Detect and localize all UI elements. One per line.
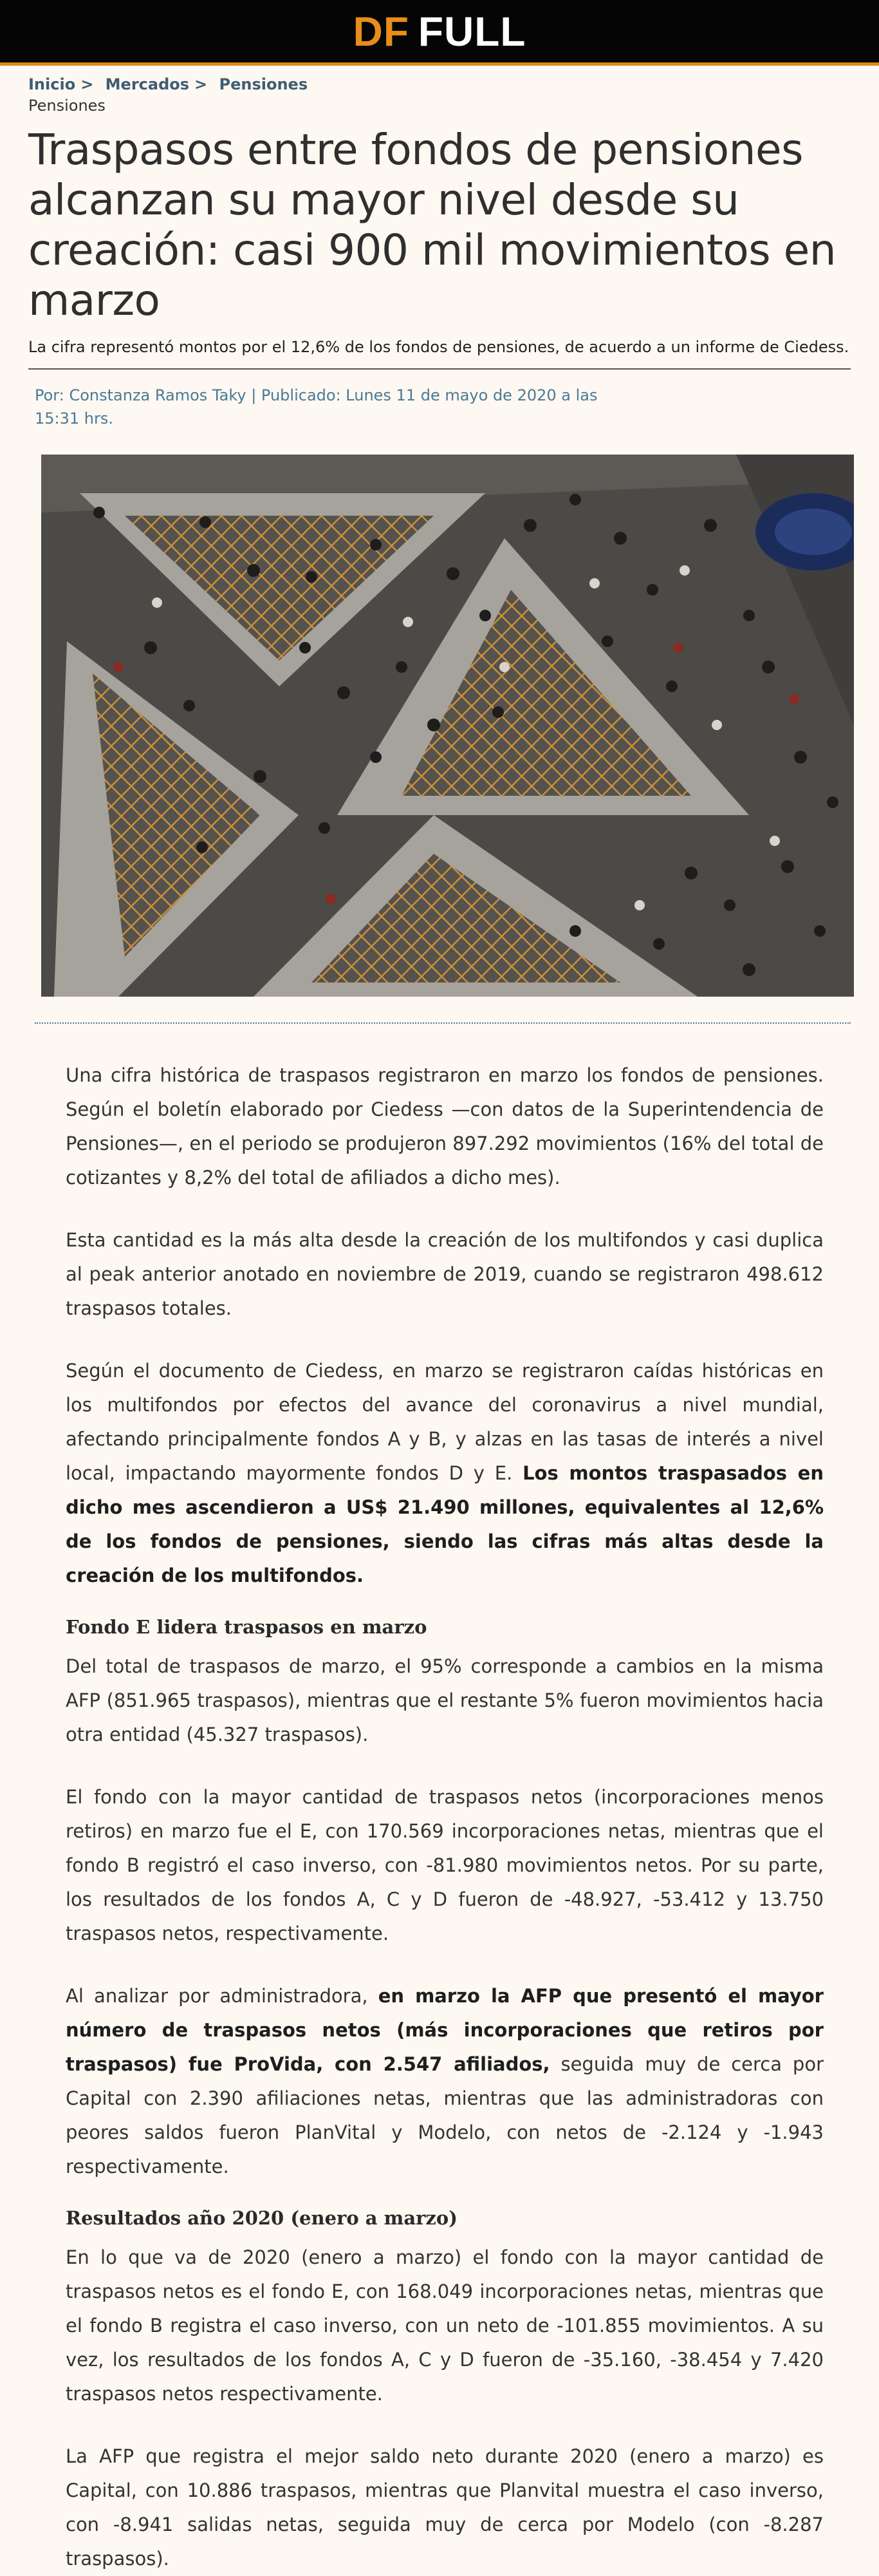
logo-full: FULL xyxy=(418,8,526,55)
breadcrumb-separator: > xyxy=(194,75,208,93)
breadcrumb-inicio[interactable]: Inicio xyxy=(28,75,76,93)
article-byline: Por: Constanza Ramos Taky | Publicado: Lunes 11 de mayo de 2020 a las 15:31 hrs. xyxy=(35,386,598,428)
article-paragraph: El fondo con la mayor cantidad de traspasos netos (incorporaciones menos retiros) en marzo fue el E, con 170.569 incorporaciones netas, mientras que el fondo B registró el caso inverso, con -81.980 movimientos netos. Por su parte, los resultados de los fondos A, C y D fueron de -48.927, -53.412 y 13.750 traspasos netos, respectivamente. xyxy=(66,1786,824,1944)
breadcrumb-mercados[interactable]: Mercados xyxy=(105,75,190,93)
hero-image-crowd-crosswalk xyxy=(41,455,854,997)
article-paragraph: Del total de traspasos de marzo, el 95% corresponde a cambios en la misma AFP (851.965 traspasos), mientras que el restante 5% fueron movimientos hacia otra entidad (45.327 traspasos). xyxy=(66,1655,824,1745)
section-heading-resultados-2020: Resultados año 2020 (enero a marzo) xyxy=(66,2207,458,2229)
section-label: Pensiones xyxy=(28,97,106,115)
breadcrumb-pensiones[interactable]: Pensiones xyxy=(219,75,308,93)
article-paragraph: Esta cantidad es la más alta desde la creación de los multifondos y casi duplica al peak anterior anotado en noviembre de 2019, cuando se registraron 498.612 traspasos totales. xyxy=(66,1229,824,1319)
section-heading-fondo-e: Fondo E lidera traspasos en marzo xyxy=(66,1616,427,1638)
breadcrumb-separator: > xyxy=(80,75,94,93)
site-header xyxy=(0,0,879,66)
article-paragraph xyxy=(66,1354,824,1593)
paragraph-highlight: Los montos traspasados en dicho mes ascendieron a US$ 21.490 millones, equivalentes al 12,6% de los fondos de pensiones, siendo las cifras más altas desde la creación de los multifondos. xyxy=(66,1462,824,1586)
article-paragraph xyxy=(66,1979,824,2184)
article-body xyxy=(28,1024,851,2576)
article-paragraph: La AFP que registra el mejor saldo neto durante 2020 (enero a marzo) es Capital, con 10.886 traspasos, mientras que Planvital muestra el caso inverso, con -8.941 salidas netas, seguida muy de cerca por Modelo (con -8.287 traspasos). xyxy=(66,2445,824,2570)
paragraph-highlight: en marzo la AFP que presentó el mayor número de traspasos netos (más incorporaciones que retiros por traspasos) fue ProVida, con 2.547 afiliados, xyxy=(66,1985,824,2075)
article-title: Traspasos entre fondos de pensiones alcanzan su mayor nivel desde su creación: casi 900 mil movimientos en marzo xyxy=(28,125,837,325)
paragraph-text: Según el documento de Ciedess, en marzo se registraron caídas históricas en los multifondos por efectos del avance del coronavirus a nivel mundial, afectando principalmente fondos A y B, y alzas en las tasas de interés a nivel local, impactando mayormente fondos D y E. xyxy=(66,1360,824,1484)
article-paragraph: Una cifra histórica de traspasos registraron en marzo los fondos de pensiones. Según el boletín elaborado por Ciedess —con datos de la Superintendencia de Pensiones—, en el periodo se produjeron 897.292 movimientos (16% del total de cotizantes y 8,2% del total de afiliados a dicho mes). xyxy=(66,1064,824,1189)
article-subtitle: La cifra representó montos por el 12,6% de los fondos de pensiones, de acuerdo a un informe de Ciedess. xyxy=(28,336,851,370)
df-full-logo[interactable] xyxy=(353,8,526,55)
logo-df: DF xyxy=(353,8,409,55)
breadcrumb xyxy=(28,66,851,94)
paragraph-text: seguida muy de cerca por Capital con 2.390 afiliaciones netas, mientras que las administradoras con peores saldos fueron PlanVital y Modelo, con netos de -2.124 y -1.943 respectivamente. xyxy=(66,2053,824,2177)
article-paragraph: En lo que va de 2020 (enero a marzo) el fondo con la mayor cantidad de traspasos netos es el fondo E, con 168.049 incorporaciones netas, mientras que el fondo B registra el caso inverso, con un neto de -101.855 movimientos. A su vez, los resultados de los fondos A, C y D fueron de -35.160, -38.454 y 7.420 traspasos netos respectivamente. xyxy=(66,2246,824,2405)
paragraph-text: Al analizar por administradora, xyxy=(66,1985,378,2007)
page-content xyxy=(0,66,879,2576)
